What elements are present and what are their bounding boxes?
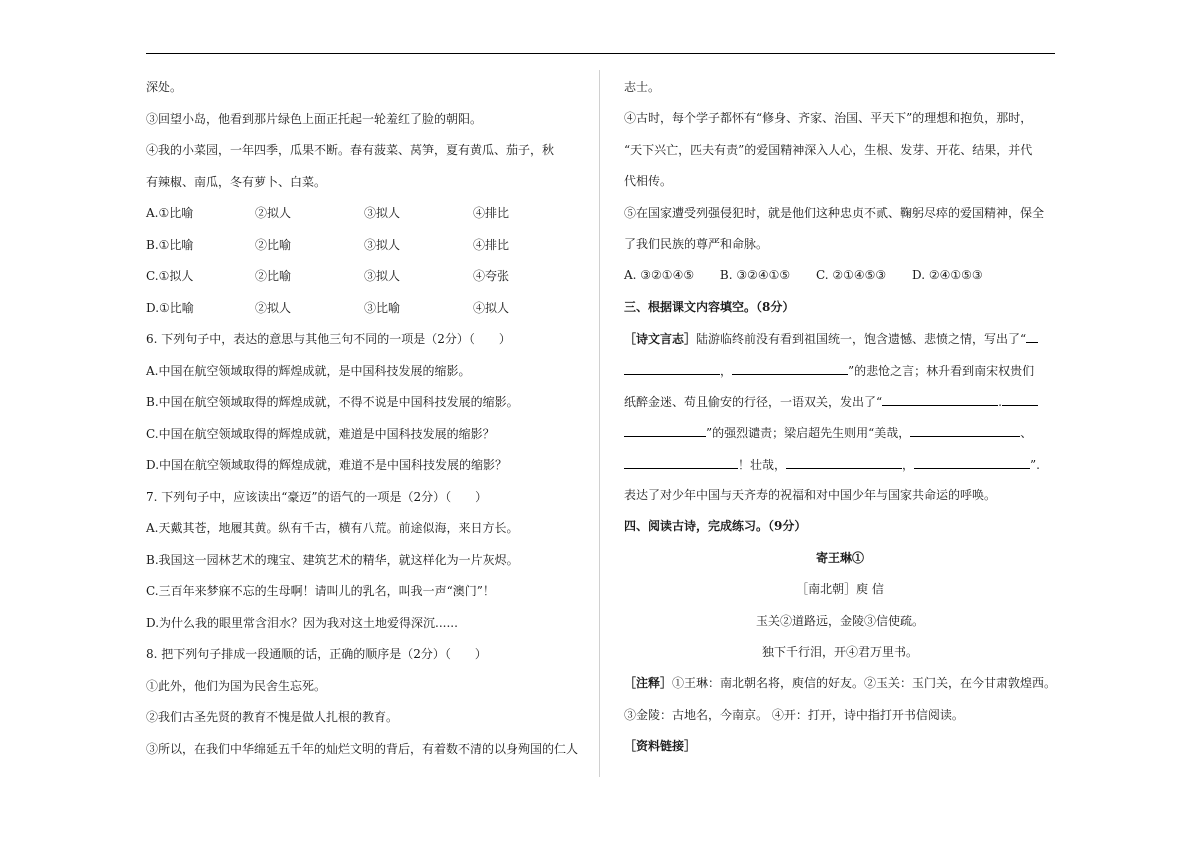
option-cell: ④排比: [473, 206, 510, 220]
note-line: ③金陵：古地名，今南京。 ④开：打开，诗中指打开书信阅读。: [624, 707, 964, 722]
option-cell: ③拟人: [364, 206, 401, 220]
q8-option-b: B. ③②④①⑤: [719, 268, 791, 283]
option-cell: ②拟人: [255, 206, 292, 220]
text-line: ④古时，每个学子都怀有“修身、齐家、治国、平天下”的理想和抱负，那时，: [624, 111, 1033, 126]
fill-text: ”.: [1030, 457, 1040, 472]
q7-option-a: A.天戴其苍，地履其黄。纵有千古，横有八荒。前途似海，来日方长。: [146, 521, 519, 535]
note-text: ①王琳：南北朝名将，庾信的好友。②玉关：玉门关，在今甘肃敦煌西。: [672, 676, 1057, 691]
question-8: 8. 把下列句子排成一段通顺的话，正确的顺序是（2分）（ ）: [146, 647, 487, 661]
q7-option-c: C.三百年来梦寐不忘的生母啊！请叫儿的乳名，叫我一声“澳门”！: [146, 584, 495, 598]
option-cell: B.①比喻: [146, 237, 194, 252]
fill-blank-line: [624, 454, 1056, 485]
poem-line: 独下千行泪，开④君万里书。: [761, 645, 918, 660]
fill-text: ！壮哉，: [738, 457, 787, 472]
text-line: ③回望小岛，他看到那片绿色上面正托起一轮羞红了脸的朝阳。: [146, 111, 483, 126]
q8-sentence-2: ②我们古圣先贤的教育不愧是做人扎根的教育。: [146, 710, 399, 724]
section-4-heading: 四、阅读古诗，完成练习。（9分）: [624, 519, 807, 534]
fill-text: ”的悲怆之言；林升看到南宋权贵们: [848, 363, 1035, 378]
q8-sentence-1: ①此外，他们为国为民舍生忘死。: [146, 678, 327, 693]
blank[interactable]: [624, 422, 706, 437]
q5-option-row: [146, 266, 586, 298]
blank[interactable]: [624, 360, 720, 375]
blank[interactable]: [1002, 391, 1038, 406]
q6-option-b: B.中国在航空领域取得的辉煌成就，不得不说是中国科技发展的缩影。: [146, 395, 519, 409]
blank[interactable]: [910, 422, 1020, 437]
fill-text: 、: [1020, 426, 1033, 441]
column-divider: [599, 70, 600, 777]
top-rule: [146, 53, 1055, 54]
fill-text: .: [998, 394, 1002, 409]
option-cell: ②拟人: [255, 300, 292, 315]
option-cell: ②比喻: [255, 269, 292, 283]
blank[interactable]: [786, 454, 902, 469]
fill-blank-line: [624, 391, 1056, 422]
text-line: 深处。: [146, 80, 183, 94]
option-cell: ③比喻: [364, 300, 401, 315]
text-line: 表达了对少年中国与天齐寿的祝福和对中国少年与国家共命运的呼唤。: [624, 488, 997, 503]
q8-option-a: A. ③②①④⑤: [624, 268, 695, 283]
poetry-tag: ［诗文言志］: [624, 332, 697, 347]
fill-blank-line: [624, 328, 1056, 359]
q5-option-row: [146, 203, 586, 235]
fill-text: ，: [720, 363, 733, 378]
q5-option-row: [146, 235, 586, 267]
question-6: 6. 下列句子中，表达的意思与其他三句不同的一项是（2分）（ ）: [146, 332, 511, 346]
q6-option-d: D.中国在航空领域取得的辉煌成就，难道不是中国科技发展的缩影？: [146, 458, 508, 472]
right-column: [624, 77, 1056, 768]
blank[interactable]: [624, 454, 738, 469]
resource-link-tag: ［资料链接］: [624, 739, 697, 754]
q6-option-a: A.中国在航空领域取得的辉煌成就，是中国科技发展的缩影。: [146, 363, 471, 378]
blank[interactable]: [882, 391, 998, 406]
poem-line: 玉关②道路远，金陵③信使疏。: [755, 613, 924, 628]
section-3-heading: 三、根据课文内容填空。（8分）: [624, 299, 795, 314]
left-column: [146, 77, 586, 770]
text-line: “天下兴亡，匹夫有责”的爱国精神深入人心，生根、发芽、开花、结果，并代: [624, 142, 1033, 157]
option-cell: D.①比喻: [146, 300, 194, 315]
option-cell: ④夸张: [473, 269, 510, 283]
q8-sentence-3: ③所以，在我们中华绵延五千年的灿烂文明的背后，有着数不清的以身殉国的仁人: [146, 741, 579, 756]
option-cell: ③拟人: [364, 269, 401, 283]
q6-option-c: C.中国在航空领域取得的辉煌成就，难道是中国科技发展的缩影？: [146, 426, 495, 441]
option-cell: ④拟人: [473, 300, 510, 315]
text-line: ④我的小菜园，一年四季，瓜果不断。春有菠菜、莴笋，夏有黄瓜、茄子，秋: [146, 143, 555, 157]
q8-options: [624, 265, 1056, 296]
q7-option-b: B.我国这一园林艺术的瑰宝、建筑艺术的精华，就这样化为一片灰烬。: [146, 552, 519, 567]
fill-text: ，: [902, 457, 915, 472]
note-line: [624, 673, 1056, 704]
fill-text: 陆游临终前没有看到祖国统一，饱含遗憾、悲愤之情，写出了“: [696, 332, 1027, 347]
option-cell: ③拟人: [364, 237, 401, 252]
option-cell: A.①比喻: [146, 206, 194, 220]
text-line: ⑤在国家遭受列强侵犯时，就是他们这种忠贞不贰、鞠躬尽瘁的爱国精神，保全: [624, 205, 1045, 220]
q5-option-row: [146, 298, 586, 330]
fill-text: ”的强烈谴责；梁启超先生则用“美哉，: [706, 426, 911, 441]
blank[interactable]: [732, 360, 848, 375]
option-cell: ②比喻: [255, 237, 292, 252]
fill-blank-line: [624, 422, 1056, 453]
text-line: 志士。: [624, 80, 661, 94]
q8-option-c: C. ②①④⑤③: [816, 268, 887, 283]
option-cell: ④排比: [473, 237, 510, 252]
blank[interactable]: [914, 454, 1030, 469]
q7-option-d: D.为什么我的眼里常含泪水？因为我对这土地爱得深沉......: [146, 615, 458, 630]
text-line: 了我们民族的尊严和命脉。: [624, 236, 769, 251]
question-7: 7. 下列句子中，应该读出“豪迈”的语气的一项是（2分）（ ）: [146, 489, 488, 504]
text-line: 有辣椒、南瓜，冬有萝卜、白菜。: [146, 174, 327, 189]
poem-author: ［南北朝］庾 信: [796, 582, 884, 597]
text-line: 代相传。: [624, 174, 673, 189]
option-cell: C.①拟人: [146, 269, 194, 283]
poem-title: 寄王琳①: [815, 550, 864, 565]
fill-text: 纸醉金迷、苟且偷安的行径，一语双关，发出了“: [624, 394, 883, 409]
fill-blank-line: [624, 360, 1056, 391]
blank[interactable]: [1026, 328, 1038, 343]
note-tag: ［注释］: [624, 676, 673, 691]
q8-option-d: D. ②④①⑤③: [912, 268, 983, 283]
